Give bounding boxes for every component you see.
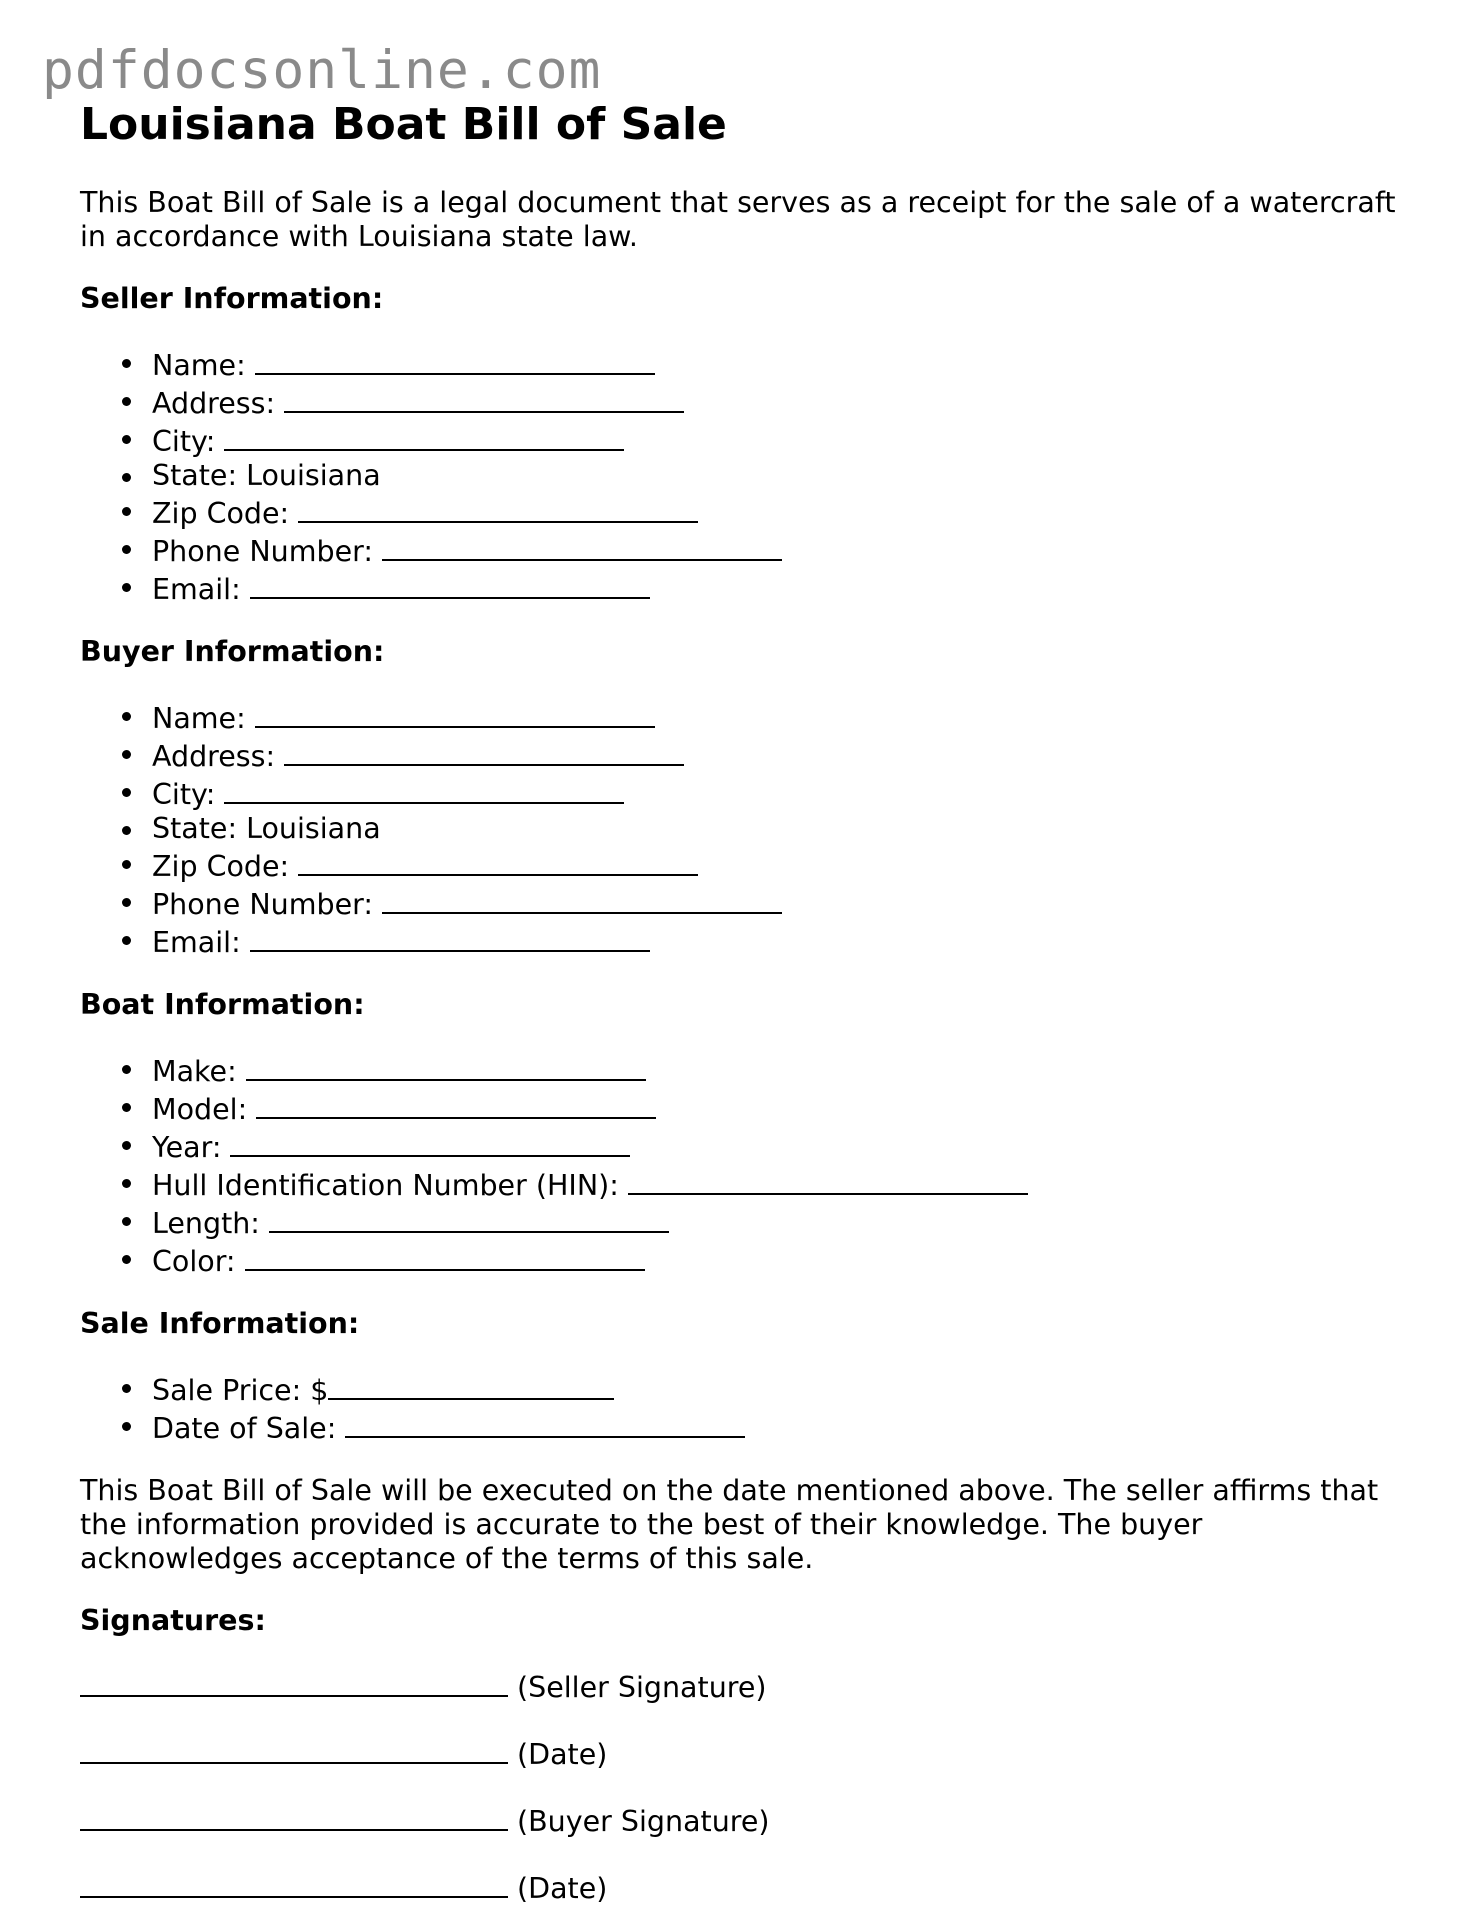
buyer-heading: Buyer Information: (80, 634, 385, 668)
sale-date-item (80, 1408, 1400, 1446)
seller-signature-label: (Seller Signature) (517, 1670, 767, 1704)
buyer-list (80, 698, 1400, 960)
buyer-phone-field[interactable] (382, 884, 782, 914)
seller-address-field[interactable] (284, 383, 684, 413)
seller-city-item (80, 421, 1400, 459)
boat-hin-item (80, 1165, 1400, 1203)
buyer-name-item (80, 698, 1400, 736)
seller-name-field[interactable] (255, 345, 655, 375)
sale-price-field[interactable] (328, 1370, 614, 1400)
seller-email-item (80, 569, 1400, 607)
boat-length-label: Length: (152, 1206, 260, 1240)
buyer-email-field[interactable] (250, 922, 650, 952)
seller-signature-row (80, 1667, 1400, 1705)
boat-color-item (80, 1241, 1400, 1279)
document-page (80, 100, 1400, 1906)
boat-model-label: Model: (152, 1092, 248, 1126)
buyer-state-item (80, 812, 1400, 846)
buyer-city-field[interactable] (224, 774, 624, 804)
buyer-zip-field[interactable] (298, 846, 698, 876)
buyer-name-field[interactable] (255, 698, 655, 728)
boat-year-label: Year: (152, 1130, 222, 1164)
seller-city-field[interactable] (224, 421, 624, 451)
boat-color-label: Color: (152, 1244, 236, 1278)
boat-length-item (80, 1203, 1400, 1241)
buyer-zip-item (80, 846, 1400, 884)
seller-city-label: City: (152, 424, 216, 458)
seller-phone-item (80, 531, 1400, 569)
seller-email-label: Email: (152, 572, 241, 606)
seller-phone-label: Phone Number: (152, 534, 373, 568)
buyer-address-label: Address: (152, 739, 276, 773)
seller-zip-label: Zip Code: (152, 496, 290, 530)
seller-signature-line[interactable] (80, 1667, 508, 1697)
sale-list (80, 1370, 1400, 1446)
seller-email-field[interactable] (250, 569, 650, 599)
boat-list (80, 1051, 1400, 1279)
closing-paragraph: This Boat Bill of Sale will be executed on the date mentioned above. The seller affirms that the information provided is accurate to the best of their knowledge. The buyer acknowledges acceptance of the terms of this sale. (80, 1473, 1379, 1575)
seller-list (80, 345, 1400, 607)
boat-make-label: Make: (152, 1054, 237, 1088)
boat-hin-field[interactable] (628, 1165, 1028, 1195)
intro-paragraph: This Boat Bill of Sale is a legal document that serves as a receipt for the sale of a watercraft in accordance with Louisiana state law. (80, 185, 1396, 253)
seller-date-row (80, 1734, 1400, 1772)
boat-model-field[interactable] (256, 1089, 656, 1119)
seller-address-label: Address: (152, 386, 276, 420)
boat-make-item (80, 1051, 1400, 1089)
buyer-zip-label: Zip Code: (152, 849, 290, 883)
seller-heading: Seller Information: (80, 281, 384, 315)
sale-price-label: Sale Price: $ (152, 1373, 329, 1407)
sale-price-item (80, 1370, 1400, 1408)
sale-date-field[interactable] (345, 1408, 745, 1438)
seller-date-line[interactable] (80, 1734, 508, 1764)
buyer-signature-row (80, 1801, 1400, 1839)
seller-state-item (80, 459, 1400, 493)
buyer-signature-label: (Buyer Signature) (517, 1804, 770, 1838)
buyer-phone-item (80, 884, 1400, 922)
buyer-date-label: (Date) (517, 1871, 608, 1905)
seller-phone-field[interactable] (382, 531, 782, 561)
seller-name-item (80, 345, 1400, 383)
buyer-date-row (80, 1868, 1400, 1906)
boat-hin-label: Hull Identification Number (HIN): (152, 1168, 619, 1202)
seller-address-item (80, 383, 1400, 421)
boat-year-item (80, 1127, 1400, 1165)
buyer-email-label: Email: (152, 925, 241, 959)
buyer-address-field[interactable] (284, 736, 684, 766)
document-title: Louisiana Boat Bill of Sale (80, 99, 727, 150)
buyer-email-item (80, 922, 1400, 960)
sale-heading: Sale Information: (80, 1306, 360, 1340)
buyer-signature-line[interactable] (80, 1801, 508, 1831)
buyer-state-label: State: Louisiana (152, 811, 381, 845)
buyer-date-line[interactable] (80, 1868, 508, 1898)
boat-year-field[interactable] (230, 1127, 630, 1157)
boat-model-item (80, 1089, 1400, 1127)
seller-date-label: (Date) (517, 1737, 608, 1771)
watermark: pdfdocsonline.com (42, 40, 602, 101)
buyer-city-label: City: (152, 777, 216, 811)
boat-color-field[interactable] (245, 1241, 645, 1271)
seller-state-label: State: Louisiana (152, 458, 381, 492)
seller-zip-item (80, 493, 1400, 531)
seller-name-label: Name: (152, 348, 246, 382)
buyer-phone-label: Phone Number: (152, 887, 373, 921)
boat-length-field[interactable] (269, 1203, 669, 1233)
buyer-address-item (80, 736, 1400, 774)
signatures-heading: Signatures: (80, 1603, 266, 1637)
boat-heading: Boat Information: (80, 987, 365, 1021)
buyer-city-item (80, 774, 1400, 812)
boat-make-field[interactable] (246, 1051, 646, 1081)
buyer-name-label: Name: (152, 701, 246, 735)
sale-date-label: Date of Sale: (152, 1411, 337, 1445)
seller-zip-field[interactable] (298, 493, 698, 523)
